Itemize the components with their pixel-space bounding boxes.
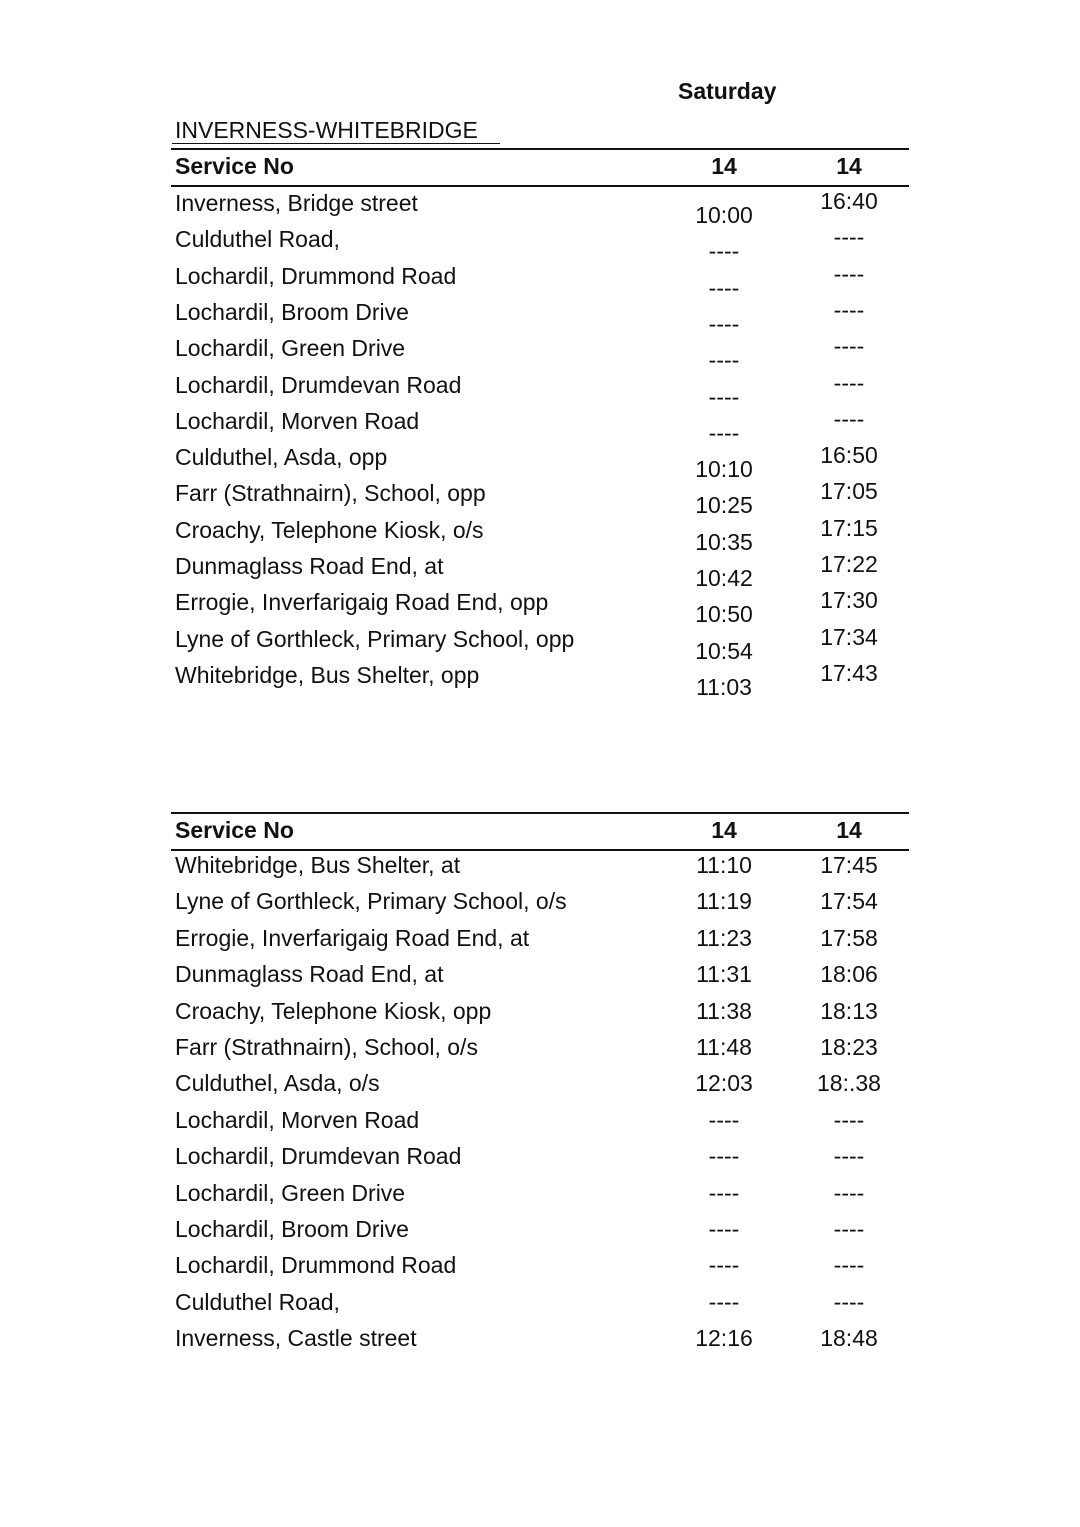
inbound-stop-name: Lochardil, Broom Drive [175, 1216, 409, 1242]
inbound-time-service-2: 17:45 [820, 852, 878, 878]
inbound-time-service-2: 18:.38 [817, 1070, 881, 1097]
inbound-stop-name: Dunmaglass Road End, at [175, 961, 444, 988]
outbound-service-1-number: 14 [711, 153, 737, 179]
outbound-top-rule [171, 148, 909, 150]
outbound-stop-name: Croachy, Telephone Kiosk, o/s [175, 516, 484, 543]
outbound-time-service-1: ---- [708, 383, 740, 410]
day-label: Saturday [678, 78, 777, 104]
outbound-time-service-1: ---- [708, 274, 740, 301]
outbound-stop-name: Inverness, Bridge street [175, 190, 418, 216]
outbound-time-service-2: 17:22 [820, 551, 878, 577]
outbound-time-service-2: ---- [833, 369, 865, 396]
outbound-stop-name: Culduthel, Asda, opp [175, 444, 388, 471]
inbound-stop-name: Lochardil, Drumdevan Road [175, 1143, 462, 1170]
inbound-time-service-1: ---- [708, 1143, 740, 1170]
outbound-time-service-1: ---- [708, 310, 740, 337]
outbound-header-rule [171, 185, 909, 187]
inbound-time-service-1: ---- [708, 1288, 740, 1315]
outbound-time-service-2: ---- [833, 224, 865, 251]
inbound-stop-name: Farr (Strathnairn), School, o/s [175, 1034, 478, 1060]
inbound-service-1-number: 14 [711, 817, 737, 843]
inbound-time-service-2: ---- [833, 1143, 865, 1170]
inbound-time-service-2: 17:58 [820, 924, 878, 951]
inbound-time-service-1: 11:23 [696, 924, 752, 951]
outbound-time-service-1: ---- [708, 238, 740, 265]
outbound-time-service-1: ---- [708, 419, 740, 446]
outbound-time-service-1: 10:42 [695, 565, 753, 591]
inbound-time-service-2: 18:48 [820, 1325, 878, 1352]
inbound-stop-name: Culduthel, Asda, o/s [175, 1070, 380, 1097]
outbound-stop-name: Lochardil, Broom Drive [175, 298, 409, 325]
outbound-time-service-1: 10:00 [695, 202, 753, 228]
outbound-time-service-2: 17:34 [820, 623, 878, 650]
inbound-stop-name: Whitebridge, Bus Shelter, at [175, 852, 461, 878]
inbound-time-service-1: 12:03 [695, 1070, 753, 1097]
inbound-time-service-1: 11:48 [696, 1034, 752, 1060]
outbound-time-service-2: 17:15 [820, 514, 878, 541]
outbound-service-no-label: Service No [175, 153, 294, 179]
inbound-time-service-2: 18:13 [820, 997, 878, 1024]
inbound-time-service-2: ---- [833, 1179, 865, 1206]
inbound-time-service-2: 18:23 [820, 1034, 878, 1060]
inbound-header-rule [171, 849, 909, 851]
inbound-time-service-2: ---- [833, 1288, 865, 1315]
outbound-time-service-2: ---- [833, 296, 865, 323]
outbound-stop-name: Dunmaglass Road End, at [175, 553, 444, 579]
outbound-stop-name: Lochardil, Drummond Road [175, 262, 457, 289]
inbound-stop-name: Lyne of Gorthleck, Primary School, o/s [175, 888, 567, 915]
inbound-time-service-1: 11:19 [696, 888, 752, 915]
outbound-time-service-2: 16:40 [820, 188, 878, 214]
inbound-time-service-2: 17:54 [820, 888, 878, 915]
inbound-time-service-1: ---- [708, 1179, 740, 1206]
outbound-time-service-1: 10:25 [695, 492, 753, 519]
inbound-time-service-1: ---- [708, 1106, 740, 1133]
inbound-time-service-1: 11:38 [696, 997, 752, 1024]
inbound-stop-name: Croachy, Telephone Kiosk, opp [175, 997, 492, 1024]
inbound-time-service-2: ---- [833, 1216, 865, 1242]
inbound-stop-name: Inverness, Castle street [175, 1325, 417, 1352]
inbound-stop-name: Lochardil, Green Drive [175, 1179, 406, 1206]
outbound-time-service-1: 10:50 [695, 601, 753, 628]
inbound-time-service-2: ---- [833, 1252, 865, 1279]
outbound-stop-name: Lochardil, Drumdevan Road [175, 371, 462, 398]
outbound-stop-name: Farr (Strathnairn), School, opp [175, 480, 486, 507]
inbound-time-service-1: 11:31 [696, 961, 752, 988]
outbound-time-service-2: 16:50 [820, 442, 878, 469]
inbound-time-service-1: ---- [708, 1252, 740, 1279]
outbound-time-service-1: 10:54 [695, 637, 753, 664]
inbound-service-no-label: Service No [175, 817, 294, 843]
outbound-time-service-1: 10:35 [695, 528, 753, 555]
inbound-time-service-1: 12:16 [695, 1325, 753, 1352]
inbound-stop-name: Lochardil, Drummond Road [175, 1252, 457, 1279]
outbound-stop-name: Culduthel Road, [175, 226, 340, 253]
inbound-time-service-1: 11:10 [696, 852, 752, 878]
outbound-time-service-2: 17:43 [820, 659, 878, 686]
inbound-top-rule [171, 812, 909, 814]
outbound-time-service-2: 17:30 [820, 587, 878, 614]
outbound-stop-name: Lochardil, Morven Road [175, 407, 420, 434]
inbound-stop-name: Errogie, Inverfarigaig Road End, at [175, 924, 530, 951]
inbound-time-service-1: ---- [708, 1216, 740, 1242]
inbound-time-service-2: 18:06 [820, 961, 878, 988]
inbound-stop-name: Culduthel Road, [175, 1288, 340, 1315]
outbound-stop-name: Lochardil, Green Drive [175, 335, 406, 362]
outbound-time-service-2: ---- [833, 405, 865, 432]
outbound-stop-name: Errogie, Inverfarigaig Road End, opp [175, 589, 549, 616]
outbound-time-service-2: ---- [833, 260, 865, 287]
outbound-stop-name: Lyne of Gorthleck, Primary School, opp [175, 625, 575, 652]
outbound-time-service-1: 10:10 [695, 456, 753, 483]
outbound-service-2-number: 14 [836, 153, 862, 179]
inbound-stop-name: Lochardil, Morven Road [175, 1106, 420, 1133]
outbound-time-service-1: ---- [708, 347, 740, 374]
outbound-time-service-2: ---- [833, 333, 865, 360]
route-title-underline [172, 143, 500, 144]
inbound-service-2-number: 14 [836, 817, 862, 843]
outbound-time-service-1: 11:03 [696, 673, 752, 700]
route-title: INVERNESS-WHITEBRIDGE [175, 117, 478, 143]
inbound-time-service-2: ---- [833, 1106, 865, 1133]
outbound-time-service-2: 17:05 [820, 478, 878, 505]
outbound-stop-name: Whitebridge, Bus Shelter, opp [175, 661, 480, 688]
